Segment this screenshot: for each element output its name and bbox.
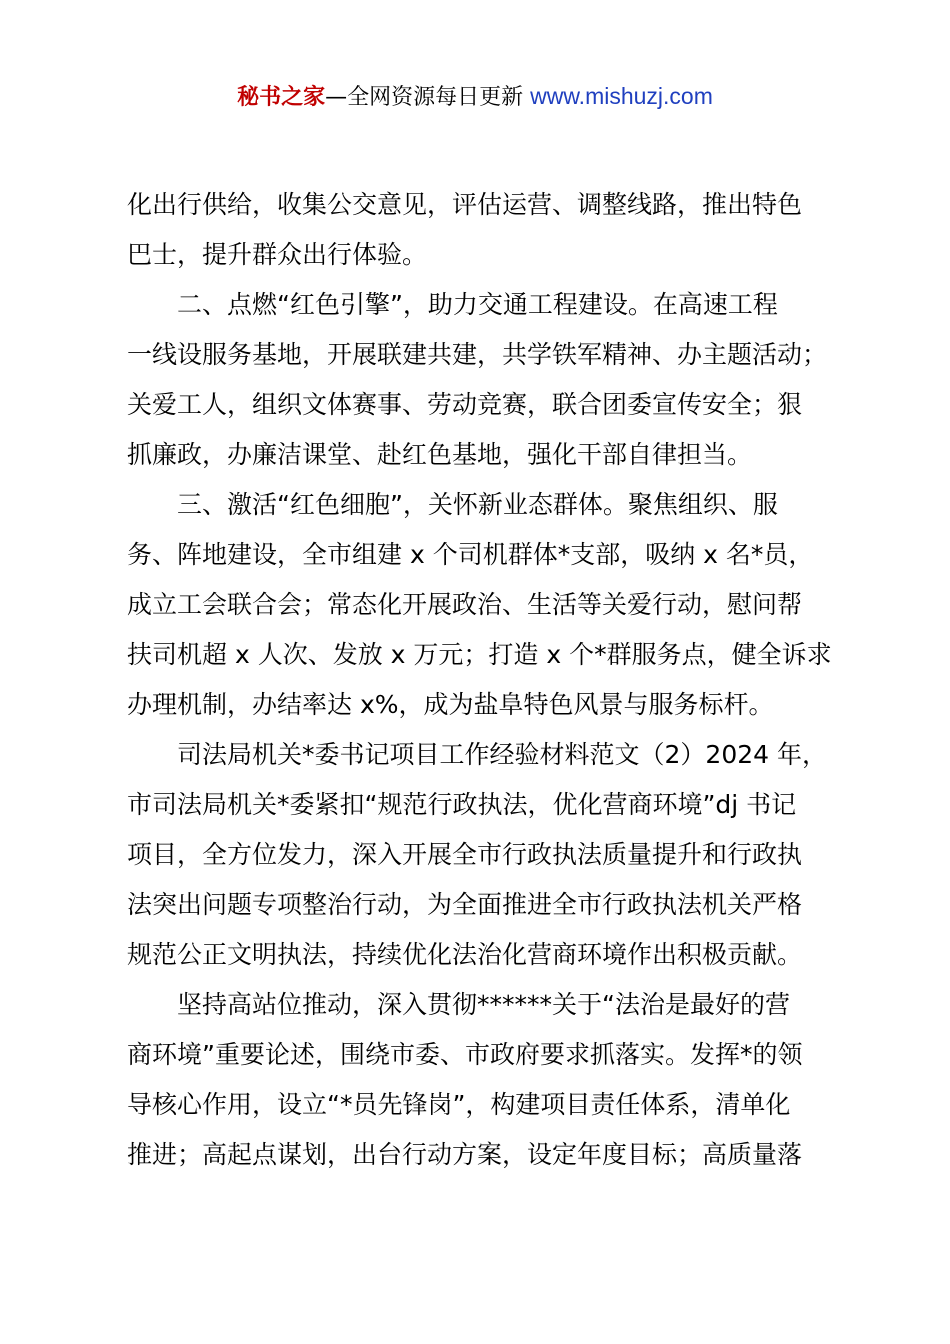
text-line: 一线设服务基地，开展联建共建，共学铁军精神、办主题活动； (127, 340, 828, 369)
text-line: 二、点燃“红色引擎”，助力交通工程建设。在高速工程 (177, 290, 778, 319)
text-line: 巴士，提升群众出行体验。 (127, 240, 428, 269)
text-line: 项目，全方位发力，深入开展全市行政执法质量提升和行政执 (127, 840, 803, 869)
text-line: 办理机制，办结率达 x%，成为盐阜特色风景与服务标杆。 (127, 690, 774, 719)
text-line: 坚持高站位推动，深入贯彻******关于“法治是最好的营 (177, 990, 790, 1019)
text-line: 司法局机关*委书记项目工作经验材料范文（2）2024 年， (177, 740, 827, 769)
text-line: 扶司机超 x 人次、发放 x 万元；打造 x 个*群服务点，健全诉求 (127, 640, 832, 669)
watermark-header (0, 80, 950, 114)
text-line: 务、阵地建设，全市组建 x 个司机群体*支部，吸纳 x 名*员， (127, 540, 814, 569)
text-line: 关爱工人，组织文体赛事、劳动竞赛，联合团委宣传安全；狠 (127, 390, 803, 419)
text-line: 成立工会联合会；常态化开展政治、生活等关爱行动，慰问帮 (127, 590, 803, 619)
text-line: 导核心作用，设立“*员先锋岗”，构建项目责任体系，清单化 (127, 1090, 791, 1119)
brand-name: 秘书之家 (237, 85, 326, 110)
header-slogan: —全网资源每日更新 (325, 85, 531, 110)
text-line: 市司法局机关*委紧扣“规范行政执法，优化营商环境”dj 书记 (127, 790, 797, 819)
document-body (127, 180, 833, 1180)
text-line: 规范公正文明执法，持续优化法治化营商环境作出积极贡献。 (127, 940, 803, 969)
text-line: 推进；高起点谋划，出台行动方案，设定年度目标；高质量落 (127, 1140, 803, 1169)
text-line: 法突出问题专项整治行动，为全面推进全市行政执法机关严格 (127, 890, 803, 919)
text-line: 三、激活“红色细胞”，关怀新业态群体。聚焦组织、服 (177, 490, 778, 519)
text-line: 商环境”重要论述，围绕市委、市政府要求抓落实。发挥*的领 (127, 1040, 803, 1069)
text-line: 抓廉政，办廉洁课堂、赴红色基地，强化干部自律担当。 (127, 440, 753, 469)
site-url[interactable]: www.mishuzj.com (530, 83, 713, 109)
text-line: 化出行供给，收集公交意见，评估运营、调整线路，推出特色 (127, 190, 803, 219)
